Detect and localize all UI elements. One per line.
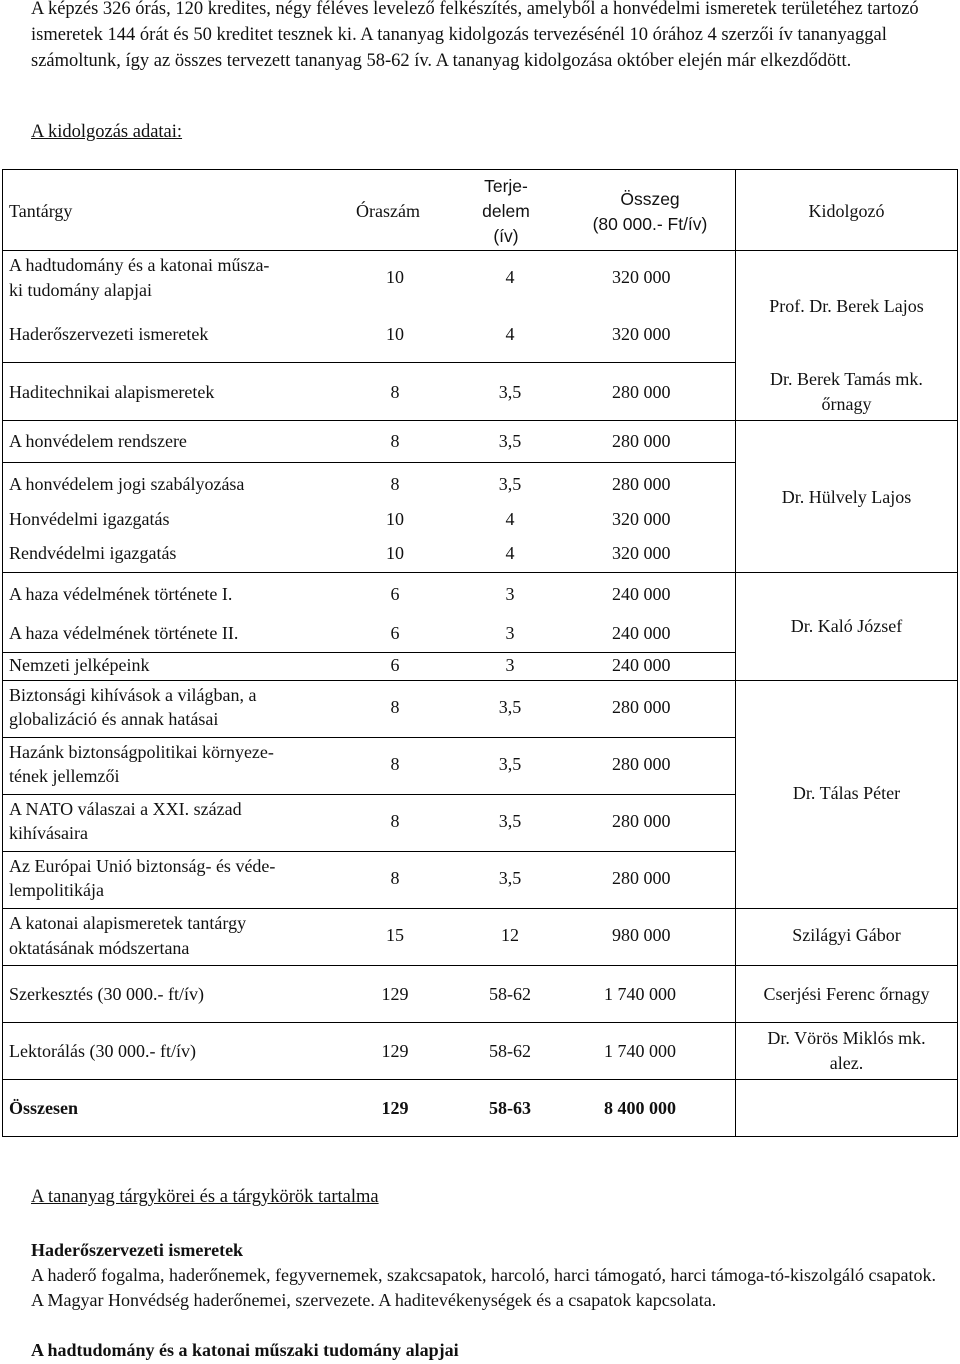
row-amount: 320 000 bbox=[612, 267, 671, 287]
row-amount: 280 000 bbox=[612, 474, 671, 494]
row-subject-line2: tének jellemzői bbox=[9, 766, 120, 786]
row-subject: A haza védelmének története II. bbox=[9, 623, 239, 643]
row-hours: 6 bbox=[390, 584, 400, 604]
row-subject-line2: kihívásaira bbox=[9, 823, 88, 843]
row-subject: A NATO válaszai a XXI. század bbox=[9, 799, 242, 819]
row-amount: 240 000 bbox=[612, 655, 671, 675]
row-amount: 320 000 bbox=[612, 324, 671, 344]
row-subject: Haditechnikai alapismeretek bbox=[9, 382, 215, 402]
row-subject: Az Európai Unió biztonság- és véde- bbox=[9, 856, 276, 876]
author-cell: Prof. Dr. Berek Lajos bbox=[769, 296, 924, 316]
row-hours: 10 bbox=[386, 324, 404, 344]
header-amount-1: Összeg bbox=[620, 189, 680, 209]
row-hours: 8 bbox=[390, 697, 400, 717]
row-hours: 10 bbox=[386, 267, 404, 287]
header-hours: Óraszám bbox=[356, 201, 420, 221]
total-label: Összesen bbox=[9, 1098, 78, 1118]
total-amount: 8 400 000 bbox=[604, 1098, 676, 1118]
row-extent: 3,5 bbox=[498, 474, 522, 494]
row-subject: Rendvédelmi igazgatás bbox=[9, 543, 177, 563]
subsection-paragraph: A haderő fogalma, haderőnemek, fegyvernemek, szakcsapatok, harcoló, harci támogató, harci támoga-tó-kiszolgáló csapatok. A Magyar Honvédség haderőnemei, szervezete. A haditevékenységek és a csapatok kapcsolata. bbox=[31, 1265, 936, 1310]
row-hours: 129 bbox=[381, 1041, 409, 1061]
row-hours: 6 bbox=[390, 655, 400, 675]
total-hours: 129 bbox=[381, 1098, 409, 1118]
row-extent: 12 bbox=[501, 925, 519, 945]
row-amount: 1 740 000 bbox=[604, 984, 676, 1004]
row-amount: 320 000 bbox=[612, 509, 671, 529]
row-extent: 3,5 bbox=[498, 697, 522, 717]
subsection-heading: A hadtudomány és a katonai műszaki tudomány alapjai bbox=[31, 1340, 459, 1360]
author-cell: Dr. Vörös Miklós mk. bbox=[767, 1028, 926, 1048]
row-extent: 4 bbox=[505, 267, 515, 287]
row-hours: 10 bbox=[386, 509, 404, 529]
row-subject: A honvédelem jogi szabályozása bbox=[9, 474, 245, 494]
author-cell-line2: őrnagy bbox=[821, 394, 872, 414]
row-subject-line2: lempolitikája bbox=[9, 880, 104, 900]
row-extent: 4 bbox=[505, 543, 515, 563]
row-extent: 3 bbox=[505, 623, 515, 643]
author-cell: Dr. Kaló József bbox=[790, 616, 903, 636]
header-extent-1: Terje- bbox=[484, 176, 528, 196]
row-extent: 3,5 bbox=[498, 431, 522, 451]
row-subject: Szerkesztés (30 000.- ft/ív) bbox=[9, 984, 204, 1004]
row-amount: 280 000 bbox=[612, 868, 671, 888]
row-subject-line2: ki tudomány alapjai bbox=[9, 280, 152, 300]
row-amount: 280 000 bbox=[612, 382, 671, 402]
row-amount: 240 000 bbox=[612, 584, 671, 604]
row-extent: 3,5 bbox=[498, 868, 522, 888]
row-amount: 280 000 bbox=[612, 754, 671, 774]
row-subject-line2: globalizáció és annak hatásai bbox=[9, 709, 219, 729]
row-subject: A haza védelmének története I. bbox=[9, 584, 233, 604]
header-author: Kidolgozó bbox=[808, 201, 885, 221]
header-amount-2: (80 000.- Ft/ív) bbox=[592, 214, 708, 234]
row-amount: 240 000 bbox=[612, 623, 671, 643]
row-extent: 3,5 bbox=[498, 382, 522, 402]
author-cell-line2: alez. bbox=[829, 1053, 864, 1073]
row-hours: 10 bbox=[386, 543, 404, 563]
row-amount: 280 000 bbox=[612, 431, 671, 451]
row-subject: Hazánk biztonságpolitikai környeze- bbox=[9, 742, 274, 762]
row-amount: 1 740 000 bbox=[604, 1041, 676, 1061]
row-extent: 3 bbox=[505, 655, 515, 675]
row-extent: 4 bbox=[505, 509, 515, 529]
row-amount: 320 000 bbox=[612, 543, 671, 563]
section-heading: A tananyag tárgykörei és a tárgykörök tartalma bbox=[31, 1187, 379, 1207]
row-hours: 8 bbox=[390, 754, 400, 774]
subsection-heading: Haderőszervezeti ismeretek bbox=[31, 1240, 244, 1260]
row-hours: 8 bbox=[390, 868, 400, 888]
row-amount: 280 000 bbox=[612, 697, 671, 717]
row-extent: 4 bbox=[505, 324, 515, 344]
row-amount: 280 000 bbox=[612, 811, 671, 831]
row-extent: 3 bbox=[505, 584, 515, 604]
author-cell: Dr. Hülvely Lajos bbox=[781, 487, 912, 507]
intro-paragraph: A képzés 326 órás, 120 kredites, négy féléves levelező felkészítés, amelyből a honvédelmi ismeretek területéhez tartozó ismeretek 144 órát és 50 kreditet tesznek ki. A tananyag kidolgozás tervezésénél 10 órához 4 szerzői ív tananyaggal számoltunk, így az összes tervezett tananyag 58-62 ív. A tananyag kidolgozása október elején már elkezdődött. bbox=[31, 0, 919, 71]
row-subject: Lektorálás (30 000.- ft/ív) bbox=[9, 1041, 196, 1061]
row-subject: Biztonsági kihívások a világban, a bbox=[9, 685, 257, 705]
row-hours: 8 bbox=[390, 474, 400, 494]
row-extent: 3,5 bbox=[498, 811, 522, 831]
row-subject: A hadtudomány és a katonai műsza- bbox=[9, 255, 270, 275]
row-extent: 58-62 bbox=[489, 1041, 531, 1061]
row-extent: 58-62 bbox=[489, 984, 531, 1004]
row-subject: Honvédelmi igazgatás bbox=[9, 509, 170, 529]
row-amount: 980 000 bbox=[612, 925, 671, 945]
header-extent-2: delem bbox=[482, 201, 530, 221]
row-subject: Haderőszervezeti ismeretek bbox=[9, 324, 209, 344]
header-extent-3: (ív) bbox=[493, 226, 519, 246]
author-cell: Szilágyi Gábor bbox=[792, 925, 901, 945]
author-cell: Cserjési Ferenc őrnagy bbox=[763, 984, 930, 1004]
row-extent: 3,5 bbox=[498, 754, 522, 774]
row-subject-line2: oktatásának módszertana bbox=[9, 938, 190, 958]
author-cell: Dr. Berek Tamás mk. bbox=[770, 369, 923, 389]
header-subject: Tantárgy bbox=[9, 201, 73, 221]
table-heading: A kidolgozás adatai: bbox=[31, 122, 183, 142]
row-subject: Nemzeti jelképeink bbox=[9, 655, 150, 675]
row-hours: 8 bbox=[390, 431, 400, 451]
row-hours: 15 bbox=[386, 925, 404, 945]
row-subject: A katonai alapismeretek tantárgy bbox=[9, 913, 247, 933]
row-hours: 8 bbox=[390, 811, 400, 831]
row-hours: 8 bbox=[390, 382, 400, 402]
row-hours: 6 bbox=[390, 623, 400, 643]
author-cell: Dr. Tálas Péter bbox=[792, 783, 901, 803]
row-subject: A honvédelem rendszere bbox=[9, 431, 187, 451]
total-extent: 58-63 bbox=[489, 1098, 531, 1118]
row-hours: 129 bbox=[381, 984, 409, 1004]
